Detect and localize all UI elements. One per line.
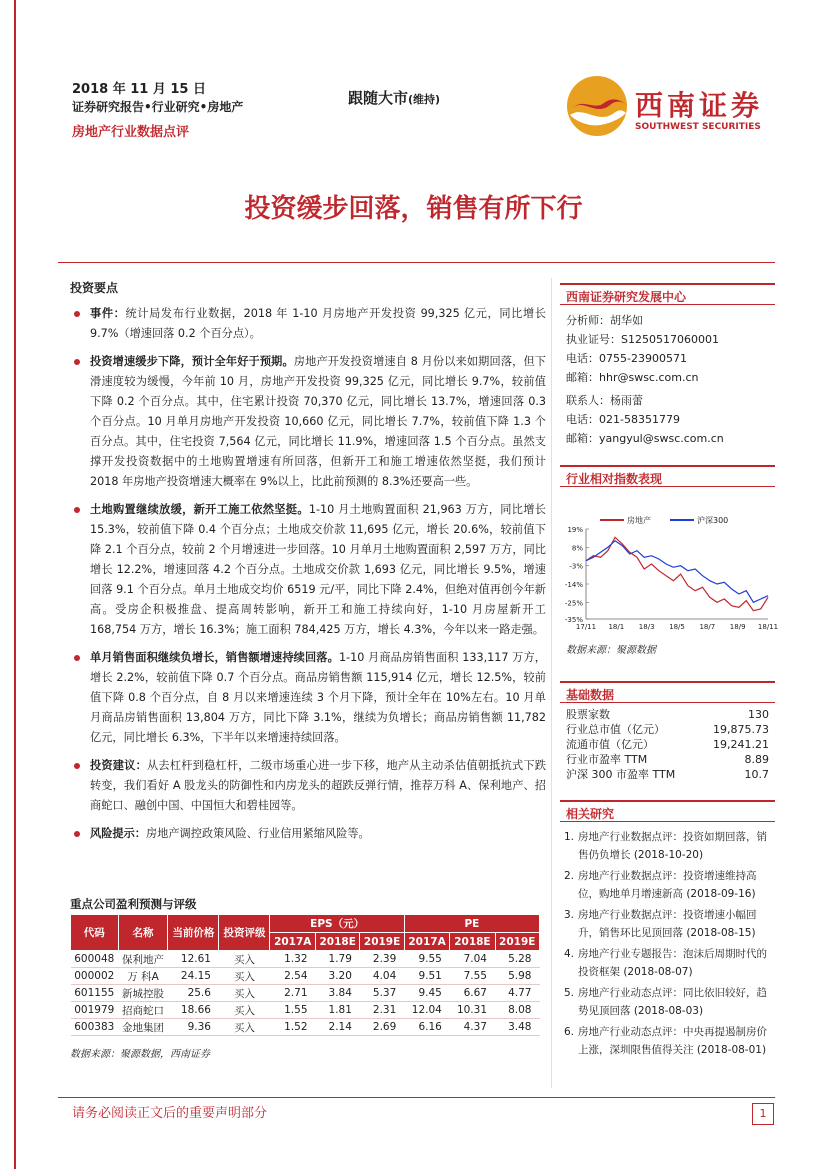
table-cell: 2.69 xyxy=(360,1019,404,1036)
table-cell: 2.71 xyxy=(270,985,316,1002)
bullet-lead: 事件： xyxy=(90,307,126,320)
table-cell: 12.04 xyxy=(404,1002,450,1019)
research-title: 房地产行业专题报告：泡沫后周期时代的投资框架 (2018-08-07) xyxy=(578,948,767,978)
contact-phone: 电话：021-58351779 xyxy=(566,413,680,426)
table-cell: 600383 xyxy=(71,1019,119,1036)
analyst-panel xyxy=(560,283,775,448)
report-date: 2018 年 11 月 15 日 xyxy=(72,82,206,97)
table-cell: 3.20 xyxy=(316,968,360,985)
bullet-event xyxy=(70,304,546,344)
col-price: 当前价格 xyxy=(168,915,219,951)
basic-data-value: 19,241.21 xyxy=(713,738,769,751)
col-code: 代码 xyxy=(71,915,119,951)
table-cell: 7.55 xyxy=(450,968,495,985)
table-row xyxy=(71,1019,540,1036)
table-cell: 买入 xyxy=(219,1019,270,1036)
table-cell: 2.39 xyxy=(360,951,404,968)
series-line-沪深300 xyxy=(586,541,768,603)
research-item[interactable] xyxy=(564,945,775,981)
bullet-text: 从去杠杆到稳杠杆，二级市场重心进一步下移，地产从主动杀估值朝抵抗式下跌转变，我们看好 A 股龙头的防御性和内房龙头的超跌反弹行情，推荐万科 A、保利地产、招商蛇口、融创中国、中国恒大和碧桂园等。 xyxy=(90,759,546,812)
table-cell: 4.04 xyxy=(360,968,404,985)
basic-data-label: 流通市值（亿元） xyxy=(566,738,654,751)
related-research-panel xyxy=(560,800,775,1062)
logo-emblem-icon xyxy=(566,75,628,137)
x-tick-label: 18/7 xyxy=(699,623,716,631)
table-cell: 9.45 xyxy=(404,985,450,1002)
contact-name: 联系人：杨雨蕾 xyxy=(566,394,643,407)
page-number: 1 xyxy=(752,1103,774,1125)
x-tick-label: 18/3 xyxy=(638,623,655,631)
bullet-lead: 投资增速缓步下降，预计全年好于预期。 xyxy=(90,355,294,368)
center-title: 西南证券研究发展中心 xyxy=(560,283,775,305)
research-title: 房地产行业动态点评：中央再提遏制房价上涨，深圳限售值得关注 (2018-08-01) xyxy=(578,1026,767,1056)
col-year: 2017A xyxy=(270,933,316,951)
table-cell: 1.81 xyxy=(316,1002,360,1019)
basic-data-value: 8.89 xyxy=(744,753,769,766)
research-item[interactable] xyxy=(564,906,775,942)
research-title: 房地产行业数据点评：投资增速维持高位，购地单月增速新高 (2018-09-16) xyxy=(578,870,757,900)
bullet-text: 房地产调控政策风险、行业信用紧缩风险等。 xyxy=(145,827,370,840)
analyst-phone: 电话：0755-23900571 xyxy=(566,352,687,365)
table-cell: 12.61 xyxy=(168,951,219,968)
research-index: 4. xyxy=(564,948,575,960)
research-item[interactable] xyxy=(564,867,775,903)
series-line-房地产 xyxy=(586,537,768,610)
research-index: 5. xyxy=(564,987,575,999)
basic-data-label: 股票家数 xyxy=(566,708,610,721)
bullet-sales xyxy=(70,648,546,748)
legend-label: 沪深300 xyxy=(697,516,729,525)
table-row xyxy=(71,968,540,985)
bullet-text: 统计局发布行业数据，2018 年 1-10 月房地产开发投资 99,325 亿元，同比增长 9.7%（增速回落 0.2 个百分点）。 xyxy=(90,307,546,340)
table-cell: 1.55 xyxy=(270,1002,316,1019)
col-name: 名称 xyxy=(118,915,168,951)
y-tick-label: -14% xyxy=(564,581,583,589)
table-cell: 2.54 xyxy=(270,968,316,985)
title-rule xyxy=(58,262,775,263)
table-cell: 8.08 xyxy=(495,1002,540,1019)
basic-data-value: 10.7 xyxy=(744,768,769,781)
y-tick-label: -25% xyxy=(564,599,583,608)
table-row xyxy=(71,985,540,1002)
col-year: 2017A xyxy=(404,933,450,951)
x-tick-label: 18/11 xyxy=(757,623,779,631)
table-cell: 9.55 xyxy=(404,951,450,968)
table-cell: 3.48 xyxy=(495,1019,540,1036)
research-title: 房地产行业数据点评：投资增速小幅回升，销售环比见顶回落 (2018-08-15) xyxy=(578,909,757,939)
y-tick-label: -3% xyxy=(569,562,583,571)
x-tick-label: 17/11 xyxy=(575,623,597,631)
table-cell: 3.84 xyxy=(316,985,360,1002)
bullet-lead: 风险提示： xyxy=(90,827,146,840)
main-column xyxy=(70,278,546,852)
chart-title: 行业相对指数表现 xyxy=(560,465,775,487)
table-cell: 000002 xyxy=(71,968,119,985)
section-heading: 投资要点 xyxy=(70,281,119,295)
report-type: 证券研究报告•行业研究•房地产 xyxy=(72,100,244,114)
left-margin-rule xyxy=(14,0,16,1169)
relative-index-chart xyxy=(560,487,779,637)
table-cell: 新城控股 xyxy=(118,985,168,1002)
rating-value: 跟随大市 xyxy=(348,89,409,107)
research-index: 6. xyxy=(564,1026,575,1038)
col-year: 2018E xyxy=(450,933,495,951)
table-cell: 1.32 xyxy=(270,951,316,968)
column-divider xyxy=(551,278,552,1088)
table-row xyxy=(71,1002,540,1019)
analyst-1 xyxy=(560,311,775,387)
table-cell: 600048 xyxy=(71,951,119,968)
contact-email[interactable]: 邮箱：yangyul@swsc.com.cn xyxy=(566,432,724,445)
x-tick-label: 18/5 xyxy=(669,623,685,631)
bullet-text: 1-10 月商品房销售面积 133,117 万方，增长 2.2%，较前值下降 0.7 个百分点。商品房销售额 115,914 亿元，增长 12.5%，较前值下降 0.8 个百分点，自 8 月以来增速连续 3 个月下降，预计全年在 10%左右。10 月单月商品房销售面积 13,804 万方，同比下降 3.1%，继续为负增长；商品房销售额 11,782 亿元，同比增长 6.3%，下半年以来增速持续回落。 xyxy=(90,651,546,744)
analyst-license: 执业证号：S1250517060001 xyxy=(566,333,719,346)
index-chart-panel xyxy=(560,465,779,656)
research-item[interactable] xyxy=(564,1023,775,1059)
bullet-investment xyxy=(70,352,546,492)
table-cell: 7.04 xyxy=(450,951,495,968)
table-cell: 5.37 xyxy=(360,985,404,1002)
rating-note: (维持) xyxy=(408,93,441,106)
basic-data-label: 行业总市值（亿元） xyxy=(566,723,665,736)
table-cell: 买入 xyxy=(219,1002,270,1019)
col-pe: PE xyxy=(404,915,539,933)
table-cell: 5.28 xyxy=(495,951,540,968)
chart-source: 数据来源：聚源数据 xyxy=(566,645,656,656)
analyst-name: 分析师：胡华如 xyxy=(566,314,643,327)
col-year: 2019E xyxy=(360,933,404,951)
table-cell: 18.66 xyxy=(168,1002,219,1019)
basic-data-value: 19,875.73 xyxy=(713,723,769,736)
basic-data-row xyxy=(560,752,775,767)
research-item[interactable] xyxy=(564,984,775,1020)
table-cell: 4.77 xyxy=(495,985,540,1002)
col-eps: EPS（元） xyxy=(270,915,404,933)
research-index: 2. xyxy=(564,870,575,882)
research-item[interactable] xyxy=(564,828,775,864)
industry-rating xyxy=(348,87,440,108)
y-tick-label: 19% xyxy=(567,526,583,534)
bullet-lead: 单月销售面积继续负增长，销售额增速持续回落。 xyxy=(90,651,339,664)
bullet-land xyxy=(70,500,546,640)
analyst-2 xyxy=(560,391,775,448)
col-rating: 投资评级 xyxy=(219,915,270,951)
table-cell: 万 科A xyxy=(118,968,168,985)
report-title: 投资缓步回落，销售有所下行 xyxy=(244,194,583,224)
research-title: 房地产行业动态点评：同比依旧较好，趋势见顶回落 (2018-08-03) xyxy=(578,987,767,1017)
forecast-table-heading: 重点公司盈利预测与评级 xyxy=(70,897,197,911)
table-cell: 5.98 xyxy=(495,968,540,985)
table-cell: 1.52 xyxy=(270,1019,316,1036)
table-cell: 2.14 xyxy=(316,1019,360,1036)
basic-data-row xyxy=(560,722,775,737)
table-cell: 25.6 xyxy=(168,985,219,1002)
col-year: 2018E xyxy=(316,933,360,951)
basic-data-value: 130 xyxy=(748,708,769,721)
table-row xyxy=(71,951,540,968)
legend-label: 房地产 xyxy=(627,516,651,525)
related-research-title: 相关研究 xyxy=(560,800,775,822)
table-source: 数据来源：聚源数据，西南证券 xyxy=(70,1049,210,1060)
x-tick-label: 18/9 xyxy=(729,623,746,631)
table-cell: 601155 xyxy=(71,985,119,1002)
basic-data-label: 行业市盈率 TTM xyxy=(566,753,648,766)
report-subtitle: 房地产行业数据点评 xyxy=(72,125,190,140)
table-cell: 买入 xyxy=(219,985,270,1002)
research-title: 房地产行业数据点评：投资如期回落，销售仍负增长 (2018-10-20) xyxy=(578,831,767,861)
bullet-risk xyxy=(70,824,546,844)
table-cell: 招商蛇口 xyxy=(118,1002,168,1019)
table-cell: 9.36 xyxy=(168,1019,219,1036)
table-cell: 保利地产 xyxy=(118,951,168,968)
basic-data-row xyxy=(560,707,775,722)
col-year: 2019E xyxy=(495,933,540,951)
basic-data-label: 沪深 300 市盈率 TTM xyxy=(566,768,676,781)
table-cell: 001979 xyxy=(71,1002,119,1019)
bullet-text: 房地产开发投资增速自 8 月份以来如期回落，但下滑速度较为缓慢，今年前 10 月，房地产开发投资 99,325 亿元，同比增长 9.7%，较前值下降 0.2 个百分点。其中，住宅累计投资 70,370 亿元，同比增长 13.7%，增速回落 0.3 个百分点。10 月单月房地产开发投资 10,660 亿元，同比增长 7.7%，较前值下降 1.3 个百分点。其中，住宅投资 7,564 亿元，同比增长 11.9%，增速回落 1.5 个百分点。虽然支撑开发投资数据中的土地购置增速有所回落，但新开工和施工增速依然坚挺，我们预计 2018 年房地产投资增速大概率在 9%以上，比此前预测的 8.3%还要高一些。 xyxy=(90,355,546,488)
table-cell: 9.51 xyxy=(404,968,450,985)
x-tick-label: 18/1 xyxy=(608,623,625,631)
basic-data-row xyxy=(560,767,775,782)
bullet-lead: 投资建议： xyxy=(90,759,148,772)
table-cell: 2.31 xyxy=(360,1002,404,1019)
logo-text-en: SOUTHWEST SECURITIES xyxy=(635,122,761,132)
table-cell: 24.15 xyxy=(168,968,219,985)
y-tick-label: 8% xyxy=(571,544,583,553)
basic-data-title: 基础数据 xyxy=(560,681,775,703)
table-cell: 6.16 xyxy=(404,1019,450,1036)
basic-data-row xyxy=(560,737,775,752)
logo-text-cn: 西南证券 xyxy=(635,89,764,122)
related-research-list xyxy=(560,828,775,1059)
table-cell: 6.67 xyxy=(450,985,495,1002)
basic-data-panel xyxy=(560,681,775,782)
research-index: 1. xyxy=(564,831,575,843)
table-cell: 买入 xyxy=(219,968,270,985)
basic-data-list xyxy=(560,707,775,782)
bullet-advice xyxy=(70,756,546,816)
table-cell: 金地集团 xyxy=(118,1019,168,1036)
research-index: 3. xyxy=(564,909,575,921)
forecast-table xyxy=(70,914,540,1036)
analyst-email[interactable]: 邮箱：hhr@swsc.com.cn xyxy=(566,371,699,384)
bullet-text: 1-10 月土地购置面积 21,963 万方，同比增长 15.3%，较前值下降 0.4 个百分点；土地成交价款 11,695 亿元，增长 20.6%，较前值下降 2.1 个百分点，较前 2 个月增速进一步回落。10 月单月土地购置面积 2,597 万方，同比增长 12.2%，增速回落 4.2 个百分点。土地成交价款 1,693 亿元，同比增长 9.5%，增速回落 9.1 个百分点。单月土地成交均价 6519 元/平，同比下降 2.4%，但绝对值再创今年新高。受房企积极推盘、提高周转影响，新开工和施工持续向好，1-10 月房屋新开工 168,754 万方，增长 16.3%；施工面积 784,425 万方，增长 4.3%，今年以来一路走强。 xyxy=(90,503,546,636)
y-tick-label: -35% xyxy=(564,616,583,624)
footer-disclaimer[interactable]: 请务必阅读正文后的重要声明部分 xyxy=(72,1106,268,1121)
bullet-lead: 土地购置继续放缓，新开工施工依然坚挺。 xyxy=(90,503,309,516)
table-cell: 买入 xyxy=(219,951,270,968)
table-cell: 10.31 xyxy=(450,1002,495,1019)
table-cell: 1.79 xyxy=(316,951,360,968)
footer-rule xyxy=(58,1097,775,1098)
table-cell: 4.37 xyxy=(450,1019,495,1036)
